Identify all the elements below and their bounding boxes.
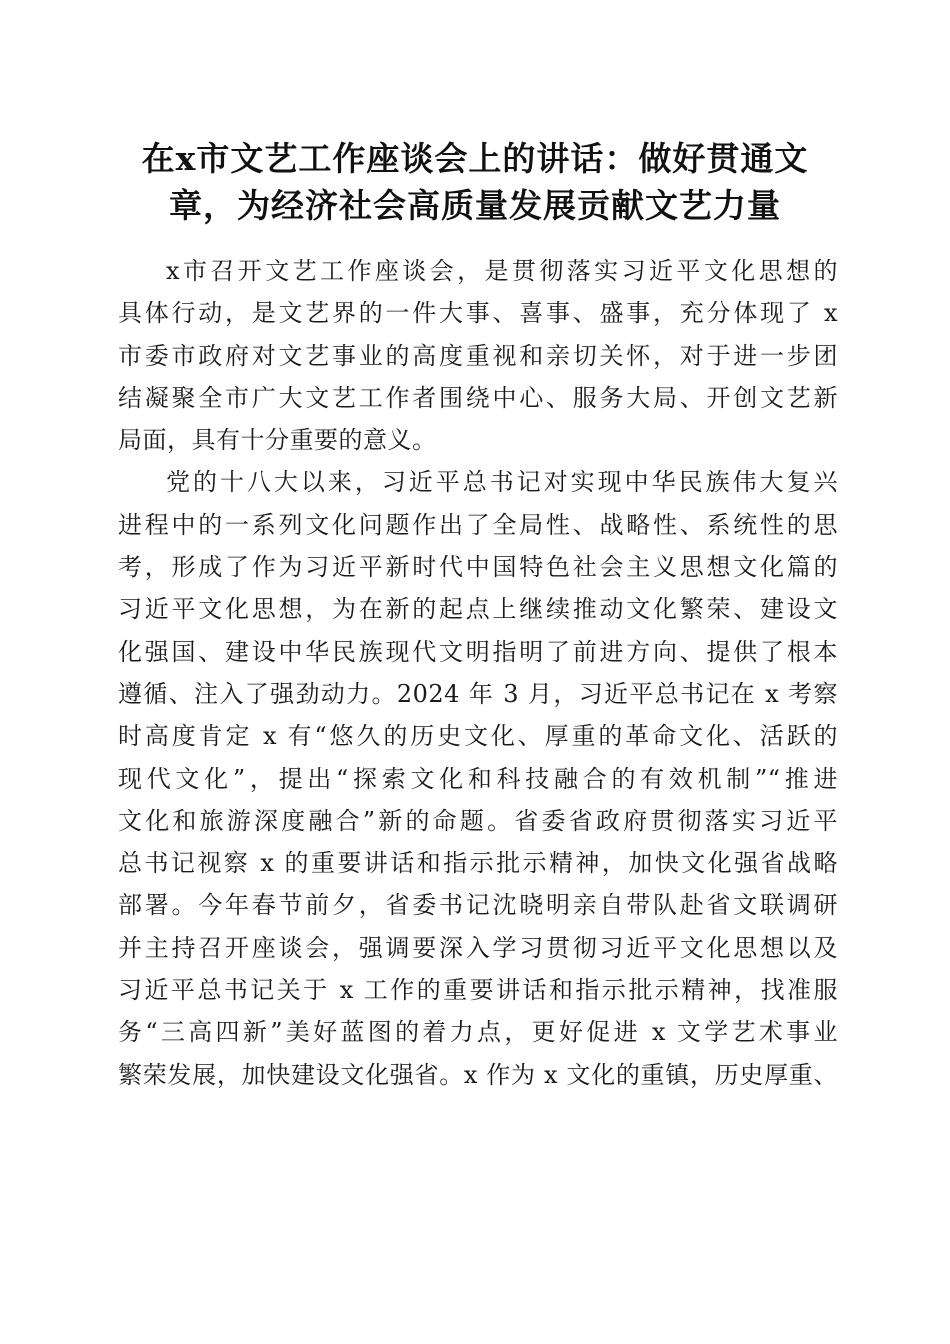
title-line: 章，为经济社会高质量发展贡献文艺力量: [169, 186, 781, 225]
paragraph-line: 总书记视察 x 的重要讲话和指示批示精神，加快文化强省战略: [118, 849, 838, 878]
paragraph-line: 结凝聚全市广大文艺工作者围绕中心、服务大局、开创文艺新: [118, 383, 838, 412]
paragraph-line: 考，形成了作为习近平新时代中国特色社会主义思想文化篇的: [118, 553, 838, 582]
paragraph-line: 具体行动，是文艺界的一件大事、喜事、盛事，充分体现了 x: [118, 299, 838, 328]
document-body: [118, 250, 838, 1096]
paragraph-line: 习近平总书记关于 x 工作的重要讲话和指示批示精神，找准服: [118, 976, 838, 1005]
title-line: 在x市文艺工作座谈会上的讲话：做好贯通文: [141, 139, 809, 178]
paragraph-line: 遵循、注入了强劲动力。2024 年 3 月，习近平总书记在 x 考察: [118, 679, 838, 708]
paragraph-line: 繁荣发展，加快建设文化强省。x 作为 x 文化的重镇，历史厚重、: [118, 1060, 838, 1089]
paragraph-line: 时高度肯定 x 有“悠久的历史文化、厚重的革命文化、活跃的: [118, 722, 838, 751]
paragraph-line: 并主持召开座谈会，强调要深入学习贯彻习近平文化思想以及: [118, 933, 838, 962]
paragraph-line: 化强国、建设中华民族现代文明指明了前进方向、提供了根本: [118, 637, 838, 666]
paragraph-line: 部署。今年春节前夕，省委书记沈晓明亲自带队赴省文联调研: [118, 891, 838, 920]
paragraph-line: 文化和旅游深度融合”新的命题。省委省政府贯彻落实习近平: [118, 806, 838, 835]
paragraph-line: 务“三高四新”美好蓝图的着力点，更好促进 x 文学艺术事业: [118, 1018, 838, 1047]
paragraph-line: 习近平文化思想，为在新的起点上继续推动文化繁荣、建设文: [118, 595, 838, 624]
page-title: [100, 135, 850, 229]
paragraph-2: [118, 461, 838, 1095]
paragraph-line: 进程中的一系列文化问题作出了全局性、战略性、系统性的思: [118, 510, 838, 539]
paragraph-line: 党的十八大以来，习近平总书记对实现中华民族伟大复兴: [166, 468, 838, 497]
paragraph-1: [118, 250, 838, 461]
paragraph-line: 现代文化”，提出“探索文化和科技融合的有效机制”“推进: [118, 764, 838, 793]
paragraph-line: 市委市政府对文艺事业的高度重视和亲切关怀，对于进一步团: [118, 341, 838, 370]
paragraph-line: 局面，具有十分重要的意义。: [118, 426, 437, 455]
paragraph-line: x市召开文艺工作座谈会，是贯彻落实习近平文化思想的: [166, 257, 838, 285]
